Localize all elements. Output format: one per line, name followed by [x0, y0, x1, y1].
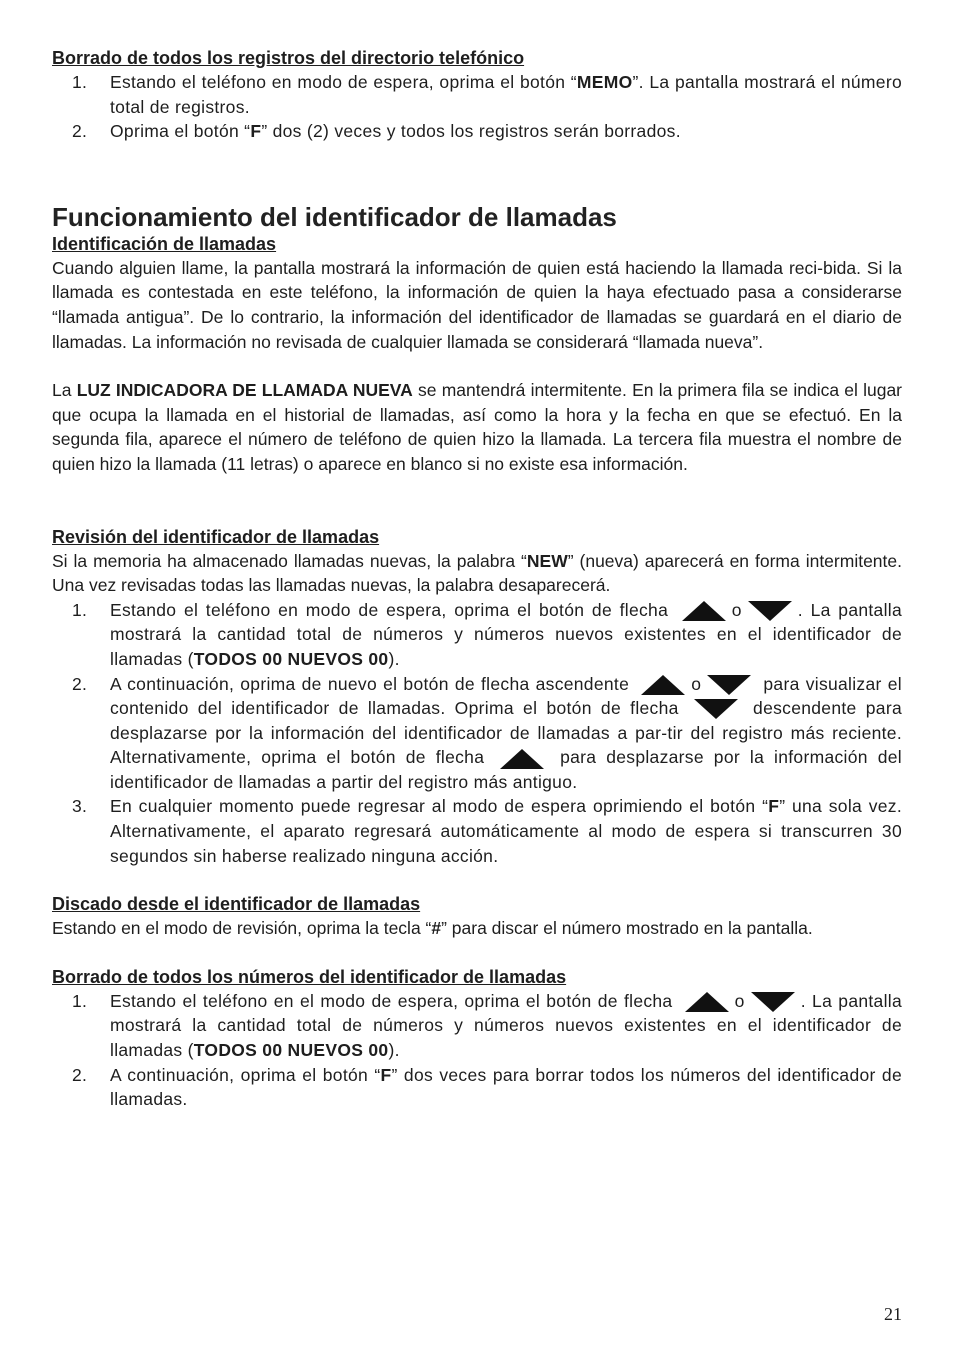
para-bold: LUZ INDICADORA DE LLAMADA NUEVA [76, 380, 413, 401]
list-item [52, 1063, 902, 1112]
step-bold: F [250, 121, 262, 142]
para-bold: # [431, 918, 442, 939]
step-text: Oprima el botón “ [110, 121, 251, 142]
step-number: 1. [72, 72, 88, 92]
review-intro-paragraph [52, 549, 902, 598]
step-number: 2. [72, 121, 88, 142]
down-arrow-icon [694, 699, 738, 719]
step-text: Estando el teléfono en modo de espera, oprima el botón de flecha [110, 599, 669, 620]
section-heading-dialing: Discado desde el identificador de llamadas [52, 894, 421, 915]
list-item [52, 119, 902, 144]
step-bold: TODOS 00 NUEVOS 00 [193, 1040, 389, 1061]
step-text: para desplazarse por la información del identificador de llamadas a partir del registro más antiguo. [110, 747, 902, 792]
para-text: se mantendrá intermitente. En la primera fila se indica el lugar que ocupa la llamada en el historial de llamadas, así como la hora y la fecha en que se efectuó. En la segunda fila, aparece el número de teléfono de quien hizo la llamada. La tercera fila muestra el nombre de quien hizo la llamada (11 letras) o aparece en blanco si no existe esa información. [52, 380, 903, 474]
step-bold: MEMO [576, 72, 633, 92]
para-text: Estando en el modo de revisión, oprima la tecla “ [52, 918, 432, 939]
down-arrow-icon [707, 675, 751, 695]
delete-caller-id-steps [52, 989, 902, 1112]
phonebook-delete-steps [52, 70, 902, 144]
list-item [52, 672, 902, 795]
or-text: o [734, 990, 745, 1011]
step-bold: F [380, 1064, 392, 1085]
list-item [52, 70, 902, 119]
list-item [52, 794, 902, 868]
step-text: para visualizar el contenido del identificador de llamadas. Oprima el botón de flecha [110, 673, 902, 719]
list-item [52, 598, 902, 672]
review-steps [52, 598, 902, 869]
section-heading-phonebook-delete: Borrado de todos los registros del directorio telefónico [52, 48, 525, 68]
step-bold: TODOS 00 NUEVOS 00 [193, 648, 389, 669]
step-text: Estando el teléfono en modo de espera, oprima el botón “ [110, 72, 577, 92]
step-number: 1. [72, 990, 88, 1011]
step-text: ” una sola vez. Alternativamente, el aparato regresará automáticamente al modo de espera si transcurren 30 segundos sin haberse realizado ninguna acción. [110, 796, 903, 866]
step-text: A continuación, oprima de nuevo el botón de flecha ascendente [110, 673, 630, 694]
new-call-light-paragraph [52, 378, 902, 476]
page-title: Funcionamiento del identificador de llamadas [52, 201, 617, 232]
step-text: En cualquier momento puede regresar al modo de espera oprimiendo el botón “ [110, 796, 769, 817]
caller-id-paragraph: Cuando alguien llame, la pantalla mostrará la información de quien está haciendo la llamada reci-bida. Si la llamada es contestada en este teléfono, la información de quien la haya efectuado pasa a considerarse “llamada antigua”. De lo contrario, la información del identificador de llamadas se guardará en el diario de llamadas. La información no revisada de cualquier llamada se considerará “llamada nueva”. [52, 257, 902, 352]
step-text: descendente para desplazarse por la información del identificador de llamadas a par-tir del registro más reciente. Alternativamente, oprima el botón de flecha [110, 698, 902, 768]
section-heading-caller-id: Identificación de llamadas [52, 233, 277, 254]
step-number: 3. [72, 796, 88, 817]
list-item [52, 989, 902, 1063]
para-text: La [52, 380, 77, 401]
step-text: ”. La pantalla mostrará el número total de registros. [110, 72, 902, 117]
step-text: ” dos veces para borrar todos los números del identificador de llamadas. [110, 1064, 903, 1110]
up-arrow-icon [685, 992, 729, 1012]
para-bold: NEW [526, 550, 568, 571]
step-text: . La pantalla mostrará la cantidad total de números y números nuevos existentes en el identificador de llamadas ( [110, 599, 902, 669]
down-arrow-icon [748, 601, 792, 621]
page-number: 21 [884, 1304, 902, 1324]
step-number: 1. [72, 599, 88, 620]
up-arrow-icon [682, 601, 726, 621]
para-text: Si la memoria ha almacenado llamadas nuevas, la palabra “ [52, 550, 527, 571]
section-heading-delete-caller-id: Borrado de todos los números del identificador de llamadas [52, 966, 567, 987]
up-arrow-icon [500, 749, 544, 769]
step-text: ). [388, 1040, 400, 1061]
up-arrow-icon [641, 675, 685, 695]
step-text: . La pantalla mostrará la cantidad total de números y números nuevos existentes en el identificador de llamadas ( [110, 990, 902, 1061]
page-content [52, 46, 902, 1112]
dialing-paragraph [52, 916, 902, 941]
or-text: o [691, 673, 702, 694]
step-text: Estando el teléfono en el modo de espera, oprima el botón de flecha [110, 990, 673, 1011]
down-arrow-icon [751, 992, 795, 1012]
section-heading-caller-id-review: Revisión del identificador de llamadas [52, 526, 380, 547]
para-text: ” para discar el número mostrado en la pantalla. [441, 918, 813, 939]
step-bold: F [768, 796, 780, 817]
step-text: ). [388, 648, 400, 669]
para-text: ” (nueva) aparecerá en forma intermitente. Una vez revisadas todas las llamadas nuevas, la palabra desaparecerá. [52, 550, 902, 596]
step-text: ” dos (2) veces y todos los registros serán borrados. [261, 121, 681, 142]
step-text: A continuación, oprima el botón “ [110, 1064, 381, 1085]
or-text: o [731, 599, 742, 620]
step-number: 2. [72, 1064, 88, 1085]
step-number: 2. [72, 673, 88, 694]
